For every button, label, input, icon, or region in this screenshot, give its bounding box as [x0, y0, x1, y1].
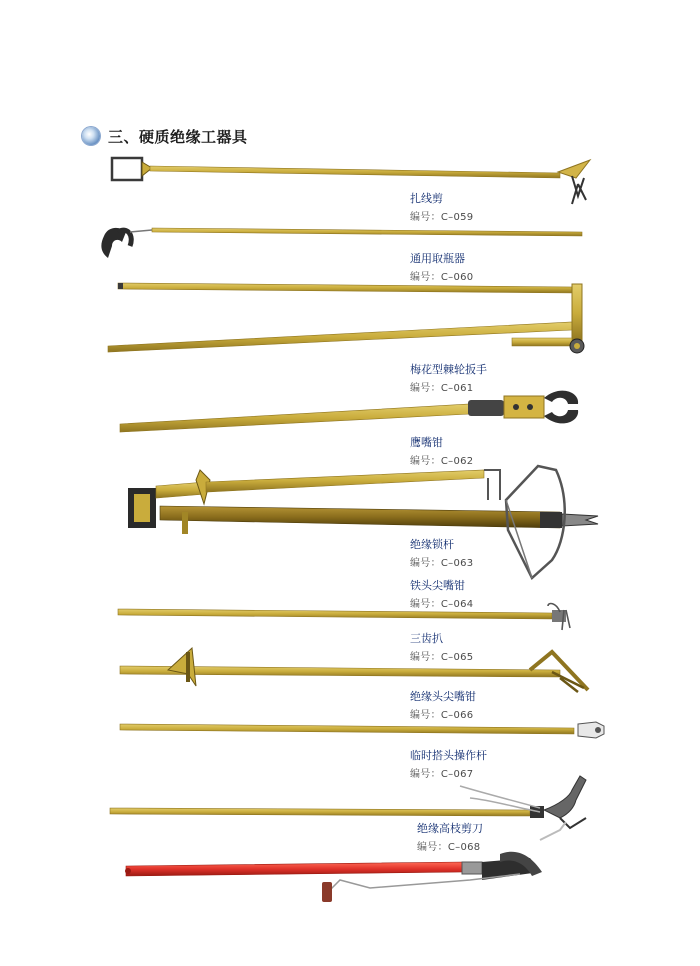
three-tooth-rake-pole-illustration — [120, 648, 588, 692]
product-name: 三齿扒 — [410, 632, 443, 645]
product-code: 编号：C–062 — [410, 456, 474, 467]
product-code: 编号：C–065 — [410, 652, 474, 663]
product-code: 编号：C–059 — [410, 212, 474, 223]
product-code: 编号：C–067 — [410, 769, 474, 780]
product-name: 通用取瓶器 — [410, 252, 465, 265]
section-title: 三、硬质绝缘工器具 — [108, 127, 248, 146]
bottle-picker-pole-illustration — [101, 228, 582, 258]
product-code: 编号：C–068 — [417, 842, 481, 853]
product-code: 编号：C–064 — [410, 599, 474, 610]
wire-cutter-pole-illustration — [112, 158, 590, 204]
product-name: 绝缘锁杆 — [410, 538, 454, 551]
product-code: 编号：C–063 — [410, 558, 474, 569]
eagle-beak-pliers-pole-illustration — [120, 391, 578, 432]
insulated-lock-rod-illustration — [128, 466, 598, 578]
product-code: 编号：C–060 — [410, 272, 474, 283]
ratchet-wrench-pole-illustration — [108, 283, 584, 353]
iron-head-needle-nose-pliers-illustration — [118, 604, 570, 630]
product-name: 临时搭头操作杆 — [410, 749, 487, 762]
product-name: 梅花型棘轮扳手 — [410, 363, 487, 376]
insulated-high-branch-shears-illustration — [125, 852, 542, 902]
product-name: 绝缘高枝剪刀 — [417, 822, 483, 835]
product-code: 编号：C–061 — [410, 383, 474, 394]
product-name: 扎线剪 — [410, 192, 443, 205]
product-name: 绝缘头尖嘴钳 — [410, 690, 476, 703]
insulated-head-needle-nose-pliers-illustration — [120, 722, 604, 738]
product-code: 编号：C–066 — [410, 710, 474, 721]
product-name: 鹰嘴钳 — [410, 436, 443, 449]
temporary-jumper-operating-rod-illustration — [110, 776, 586, 840]
product-name: 铁头尖嘴钳 — [410, 579, 465, 592]
